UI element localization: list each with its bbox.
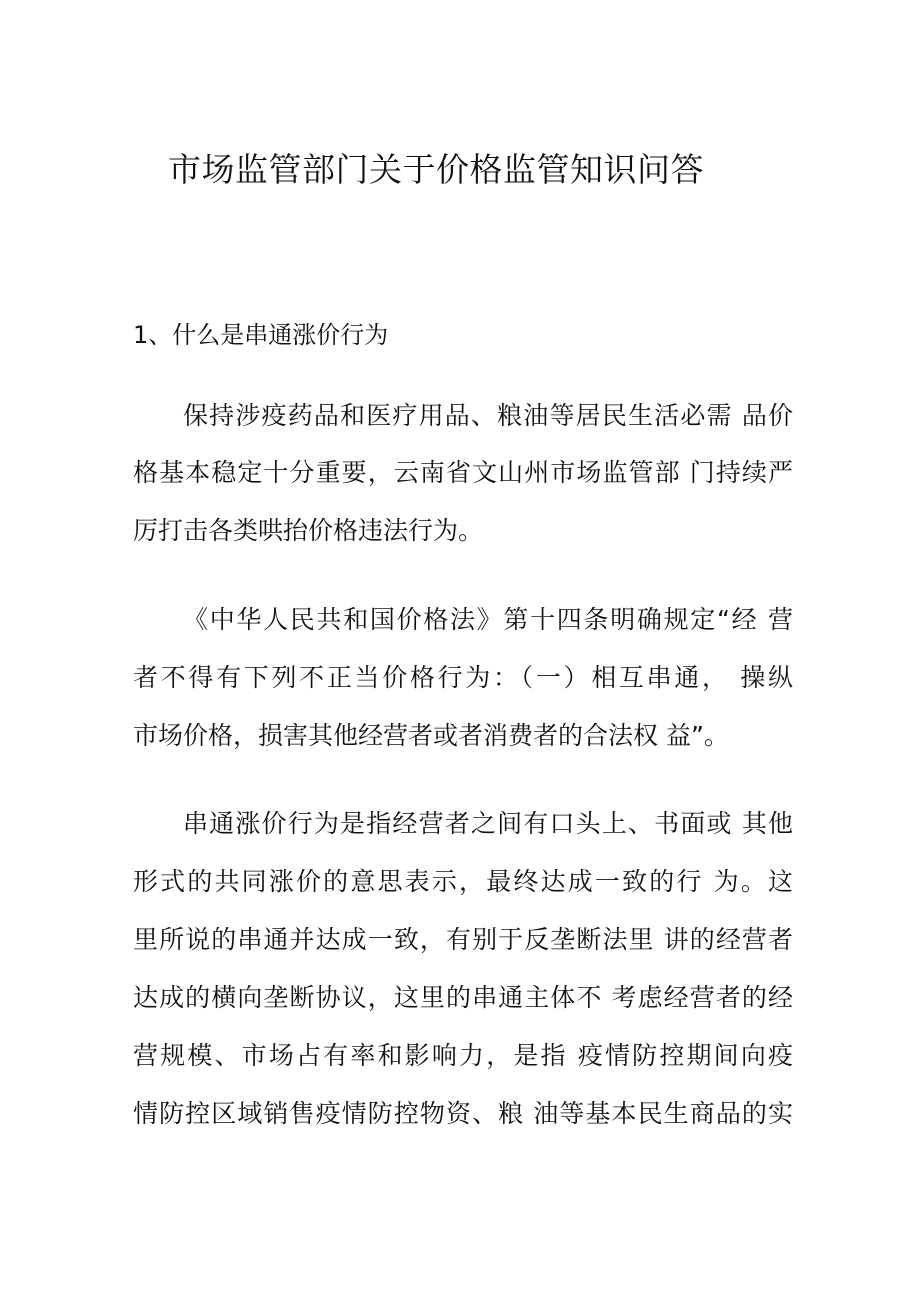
paragraph-line: 情防控区域销售疫情防控物资、粮 油等基本民生商品的实 <box>133 1099 793 1128</box>
paragraph-line: 市场价格，损害其他经营者或者消费者的合法权 益”。 <box>133 721 729 750</box>
paragraph-line: 者不得有下列不正当价格行为：（一）相互串通， 操纵 <box>133 663 793 692</box>
paragraph-line: 串通涨价行为是指经营者之间有口头上、书面或 其他 <box>183 809 793 838</box>
paragraph-line: 达成的横向垄断协议，这里的串通主体不 考虑经营者的经 <box>133 983 793 1012</box>
paragraph-line: 格基本稳定十分重要，云南省文山州市场监管部 门持续严 <box>133 458 793 487</box>
document-title: 市场监管部门关于价格监管知识问答 <box>168 150 704 189</box>
paragraph-line: 厉打击各类哄抬价格违法行为。 <box>133 516 484 545</box>
paragraph-line: 里所说的串通并达成一致，有别于反垄断法里 讲的经营者 <box>133 925 793 954</box>
paragraph-line: 形式的共同涨价的意思表示，最终达成一致的行 为。这 <box>133 867 793 896</box>
paragraph-line: 《中华人民共和国价格法》第十四条明确规定“经 营 <box>183 605 793 634</box>
paragraph-line: 保持涉疫药品和医疗用品、粮油等居民生活必需 品价 <box>183 401 793 430</box>
section-heading: 1、什么是串通涨价行为 <box>133 321 389 349</box>
paragraph-line: 营规模、市场占有率和影响力，是指 疫情防控期间向疫 <box>133 1041 793 1070</box>
